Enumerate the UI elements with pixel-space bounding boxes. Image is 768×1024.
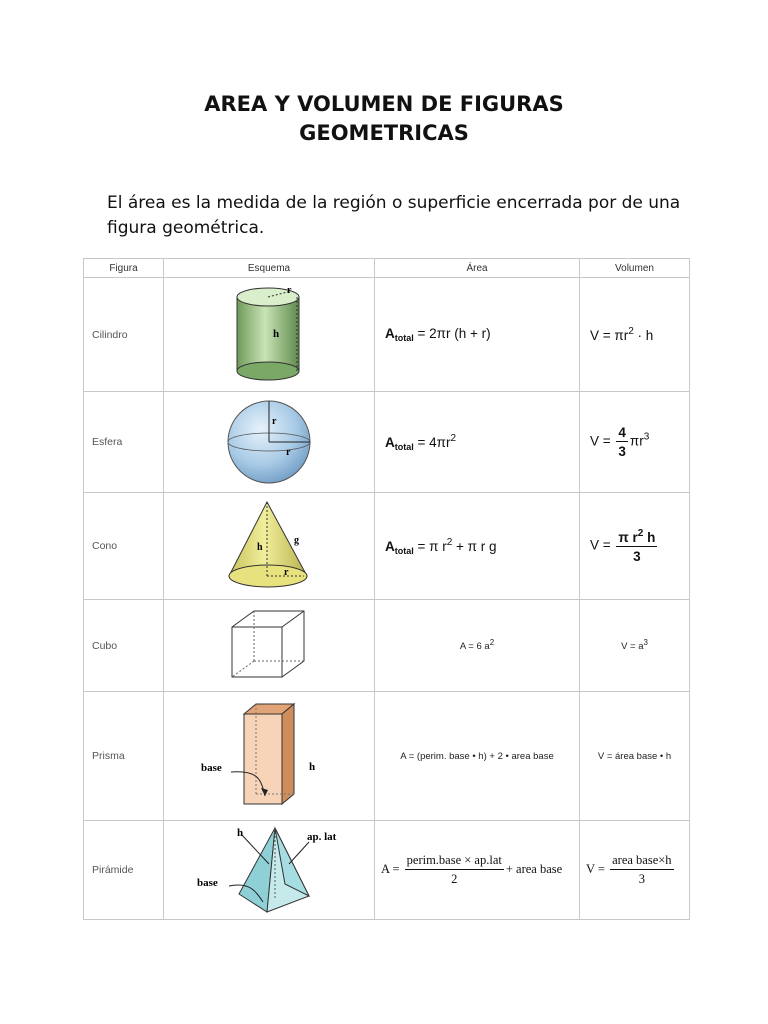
table-row (84, 392, 690, 493)
table-row (84, 600, 690, 692)
figures-table (83, 258, 690, 920)
label-h: h (273, 327, 280, 340)
header-area: Área (375, 259, 580, 278)
label-h: h (257, 542, 263, 553)
label-base: base (197, 877, 218, 889)
area-formula: $A_{total} = 2\pi r$ (h + r) (375, 278, 580, 392)
label-h: h (309, 761, 316, 773)
header-volumen: Volumen (580, 259, 690, 278)
table-header-row (84, 259, 690, 278)
area-formula: A = (perim. base • h) + 2 • area base (375, 692, 580, 821)
cone-diagram (164, 493, 375, 600)
label-r: r (287, 284, 292, 296)
label-r: r (272, 416, 277, 427)
label-h: h (237, 827, 244, 839)
page-title (0, 90, 768, 148)
figure-name: Prisma (84, 692, 164, 821)
prism-diagram (164, 692, 375, 821)
title-line-1: AREA Y VOLUMEN DE FIGURAS (204, 92, 564, 116)
label-base: base (201, 762, 222, 774)
volume-formula: $V = a^3$ (580, 600, 690, 692)
figure-name: Cubo (84, 600, 164, 692)
sphere-diagram (164, 392, 375, 493)
title-line-2: GEOMETRICAS (299, 121, 469, 145)
label-r: r (284, 567, 289, 578)
figure-name: Pirámide (84, 821, 164, 920)
table-row (84, 821, 690, 920)
table-row (84, 278, 690, 392)
volume-formula: V = área base • h (580, 692, 690, 821)
area-formula: A = 6 $a^2$ (375, 600, 580, 692)
area-formula: A = $\frac{\text{perim.base × ap.lat}}{2}$ + area base (375, 821, 580, 920)
pyramid-diagram (164, 821, 375, 920)
area-formula: $A_{total} = 4\pi r^2$ (375, 392, 580, 493)
table-row (84, 493, 690, 600)
figure-name: Cilindro (84, 278, 164, 392)
label-r: r (286, 447, 291, 458)
figure-name: Esfera (84, 392, 164, 493)
area-formula: $A_{total} = \pi$ $r^2 + \pi$ r g (375, 493, 580, 600)
label-ap-lat: ap. lat (307, 831, 337, 843)
volume-formula: $V = \pi r^2 \cdot h$ (580, 278, 690, 392)
volume-formula: V = $\frac{\text{area base×h}}{3}$ (580, 821, 690, 920)
volume-formula: V = $\frac{\pi r^2 h}{3}$ (580, 493, 690, 600)
header-esquema: Esquema (164, 259, 375, 278)
cube-diagram (164, 600, 375, 692)
header-figura: Figura (84, 259, 164, 278)
table-row (84, 692, 690, 821)
cylinder-diagram (164, 278, 375, 392)
label-g: g (294, 535, 299, 546)
volume-formula: V = $\frac{4}{3}$ $\pi r^3$ (580, 392, 690, 493)
figure-name: Cono (84, 493, 164, 600)
intro-paragraph: El área es la medida de la región o superficie encerrada por de una figura geométrica. (107, 193, 681, 238)
